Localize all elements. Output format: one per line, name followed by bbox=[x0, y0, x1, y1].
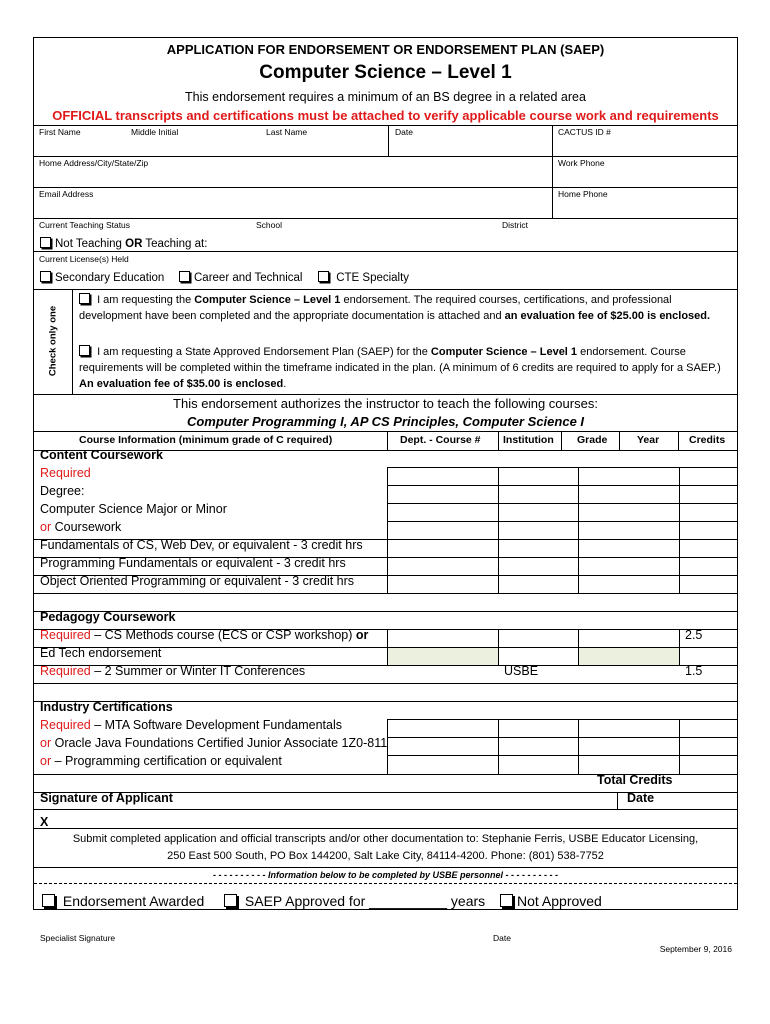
home-phone-label: Home Phone bbox=[558, 189, 608, 199]
cs-methods-course: Required – CS Methods course (ECS or CSP workshop) or bbox=[40, 628, 369, 642]
specialist-date-label: Date bbox=[493, 933, 511, 943]
mta-certification: Required – MTA Software Development Fundamentals bbox=[40, 718, 343, 732]
check-only-one-label: Check only one bbox=[47, 305, 59, 377]
conference-institution: USBE bbox=[504, 664, 539, 678]
th-course-info: Course Information (minimum grade of C required) bbox=[79, 434, 333, 446]
th-year: Year bbox=[637, 434, 660, 446]
form-subtitle: Computer Science – Level 1 bbox=[259, 62, 512, 83]
option-saep: I am requesting a State Approved Endorsement Plan (SAEP) for the Computer Science – Level 1 endorsement. Course requirements will be completed within the timeframe indicated in the plan. (A minimum of 6 credits are required to apply for a SAEP.) An evaluation fee of $35.00 is enclosed. bbox=[79, 346, 721, 390]
not-teaching-checkbox[interactable] bbox=[40, 237, 51, 248]
saep-approved-checkbox[interactable] bbox=[224, 894, 237, 907]
email-label: Email Address bbox=[39, 189, 94, 199]
form-title: APPLICATION FOR ENDORSEMENT OR ENDORSEMENT PLAN (SAEP) bbox=[166, 42, 605, 57]
secondary-education-checkbox[interactable] bbox=[40, 271, 51, 282]
license-secondary: Secondary Education bbox=[40, 271, 164, 284]
cte-specialty-checkbox[interactable] bbox=[318, 271, 329, 282]
official-notice: OFFICIAL transcripts and certifications must be attached to verify applicable course work and requirements bbox=[52, 108, 719, 123]
specialist-signature-label: Specialist Signature bbox=[40, 933, 116, 943]
not-approved: Not Approved bbox=[500, 893, 602, 909]
methods-credits: 2.5 bbox=[685, 628, 703, 642]
not-approved-checkbox[interactable] bbox=[500, 894, 513, 907]
course-fundamentals-cs: Fundamentals of CS, Web Dev, or equivalent - 3 credit hrs bbox=[40, 538, 363, 552]
it-conferences: Required – 2 Summer or Winter IT Conferences bbox=[40, 664, 306, 678]
or-coursework: or Coursework bbox=[40, 520, 122, 534]
oracle-certification: or Oracle Java Foundations Certified Junior Associate 1Z0-811 bbox=[40, 736, 388, 750]
license-cte: Career and Technical bbox=[179, 271, 302, 284]
industry-heading: Industry Certifications bbox=[40, 700, 173, 714]
school-label: School bbox=[256, 220, 282, 230]
th-institution: Institution bbox=[503, 434, 554, 446]
saep-checkbox[interactable] bbox=[79, 345, 90, 356]
content-coursework-heading: Content Coursework bbox=[40, 448, 163, 462]
home-address-label: Home Address/City/State/Zip bbox=[39, 158, 149, 168]
submit-line-1: Submit completed application and official transcripts and/or other documentation to: Stephanie Ferris, USBE Educator Licensing, bbox=[72, 833, 699, 845]
authorized-courses: Computer Programming I, AP CS Principles, Computer Science I bbox=[186, 414, 585, 429]
footer-date: September 9, 2016 bbox=[659, 944, 732, 954]
license-cte-specialty: CTE Specialty bbox=[318, 271, 409, 284]
content-required: Required bbox=[40, 466, 91, 480]
degree-requirement: This endorsement requires a minimum of an BS degree in a related area bbox=[185, 90, 586, 104]
other-certification: or – Programming certification or equivalent bbox=[40, 754, 282, 768]
signature-date-label: Date bbox=[627, 791, 655, 805]
total-credits-label: Total Credits bbox=[597, 773, 673, 787]
first-name-label: First Name bbox=[39, 127, 81, 137]
work-phone-label: Work Phone bbox=[558, 158, 605, 168]
shaded-cell bbox=[387, 647, 498, 665]
signature-x: X bbox=[40, 815, 49, 829]
option-endorsement: I am requesting the Computer Science – Level 1 endorsement. The required courses, certifications, and professional development have been completed and the appropriate documentation is attached and an evaluation fee of $25.00 is enclosed. bbox=[79, 294, 711, 322]
teaching-status-options: Not Teaching OR Teaching at: bbox=[40, 237, 207, 250]
shaded-cell bbox=[578, 647, 679, 665]
teaching-status-label: Current Teaching Status bbox=[39, 220, 131, 230]
cs-major-minor: Computer Science Major or Minor bbox=[40, 502, 227, 516]
course-programming-fundamentals: Programming Fundamentals or equivalent - 3 credit hrs bbox=[40, 556, 346, 570]
district-label: District bbox=[502, 220, 528, 230]
degree-label: Degree: bbox=[40, 484, 85, 498]
cactus-id-label: CACTUS ID # bbox=[558, 127, 611, 137]
career-technical-checkbox[interactable] bbox=[179, 271, 190, 282]
conference-credits: 1.5 bbox=[685, 664, 703, 678]
ed-tech-endorsement: Ed Tech endorsement bbox=[40, 646, 162, 660]
pedagogy-heading: Pedagogy Coursework bbox=[40, 610, 176, 624]
middle-initial-label: Middle Initial bbox=[131, 127, 179, 137]
saep-approved: SAEP Approved for __________ years bbox=[224, 893, 485, 909]
authorizes-line: This endorsement authorizes the instructor to teach the following courses: bbox=[173, 396, 598, 411]
th-dept: Dept. - Course # bbox=[400, 434, 481, 446]
signature-label: Signature of Applicant bbox=[40, 791, 173, 805]
endorsement-checkbox[interactable] bbox=[79, 293, 90, 304]
awarded-checkbox[interactable] bbox=[42, 894, 55, 907]
application-form bbox=[33, 37, 738, 943]
th-credits: Credits bbox=[689, 434, 726, 446]
submit-line-2: 250 East 500 South, PO Box 144200, Salt Lake City, 84114-4200. Phone: (801) 538-7752 bbox=[167, 850, 604, 862]
date-label: Date bbox=[395, 127, 413, 137]
course-oop: Object Oriented Programming or equivalent - 3 credit hrs bbox=[40, 574, 355, 588]
last-name-label: Last Name bbox=[266, 127, 308, 137]
endorsement-awarded: Endorsement Awarded bbox=[42, 893, 204, 909]
usbe-divider: - - - - - - - - - - Information below to be completed by USBE personnel - - - - - - - - - - bbox=[213, 870, 558, 880]
th-grade: Grade bbox=[577, 434, 608, 446]
licenses-held-label: Current License(s) Held bbox=[39, 254, 129, 264]
